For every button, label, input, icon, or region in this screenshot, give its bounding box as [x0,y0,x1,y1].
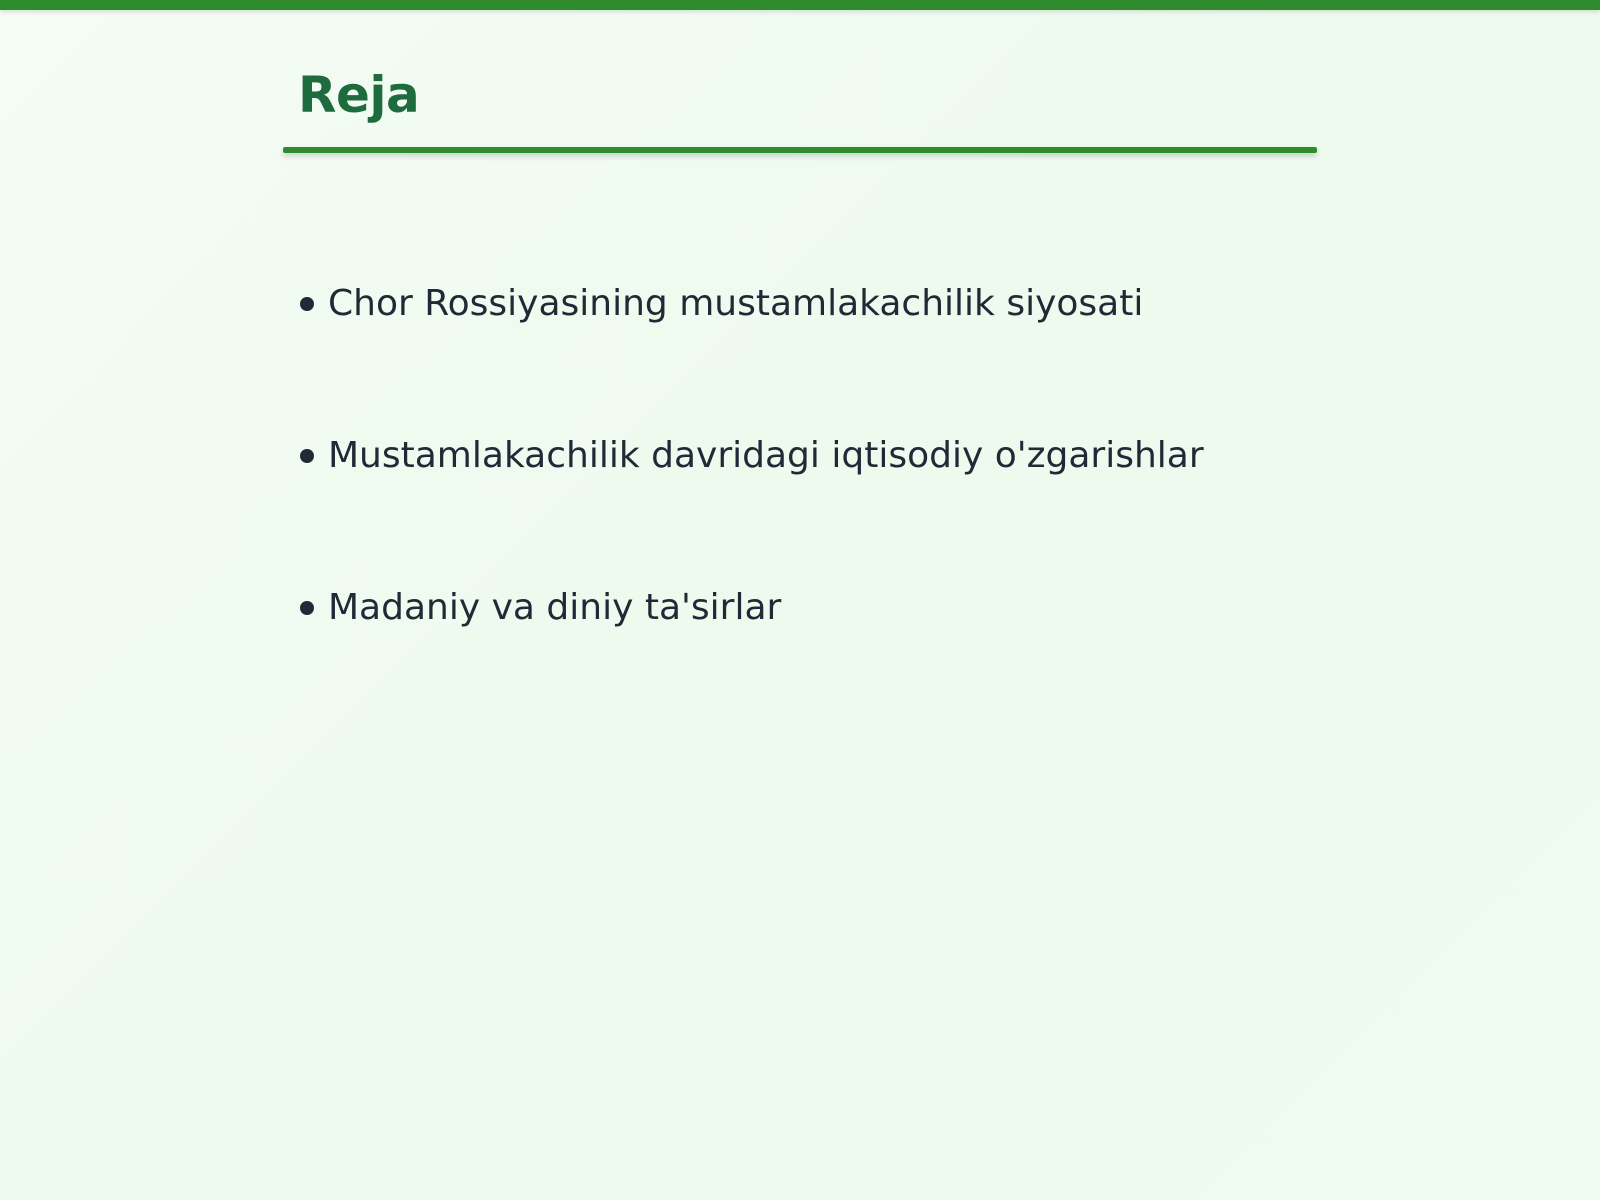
bullet-text: Madaniy va diniy ta'sirlar [328,587,782,628]
top-accent-bar [0,0,1600,10]
slide-title: Reja [298,66,420,124]
bullet-list [300,278,1204,734]
bullet-dot-icon [300,297,314,311]
bullet-dot-icon [300,449,314,463]
bullet-item [300,278,1204,330]
bullet-item [300,582,1204,634]
title-underline [283,147,1317,153]
bullet-item [300,430,1204,482]
bullet-text: Chor Rossiyasining mustamlakachilik siyosati [328,283,1144,324]
bullet-text: Mustamlakachilik davridagi iqtisodiy o'zgarishlar [328,435,1204,476]
bullet-dot-icon [300,601,314,615]
